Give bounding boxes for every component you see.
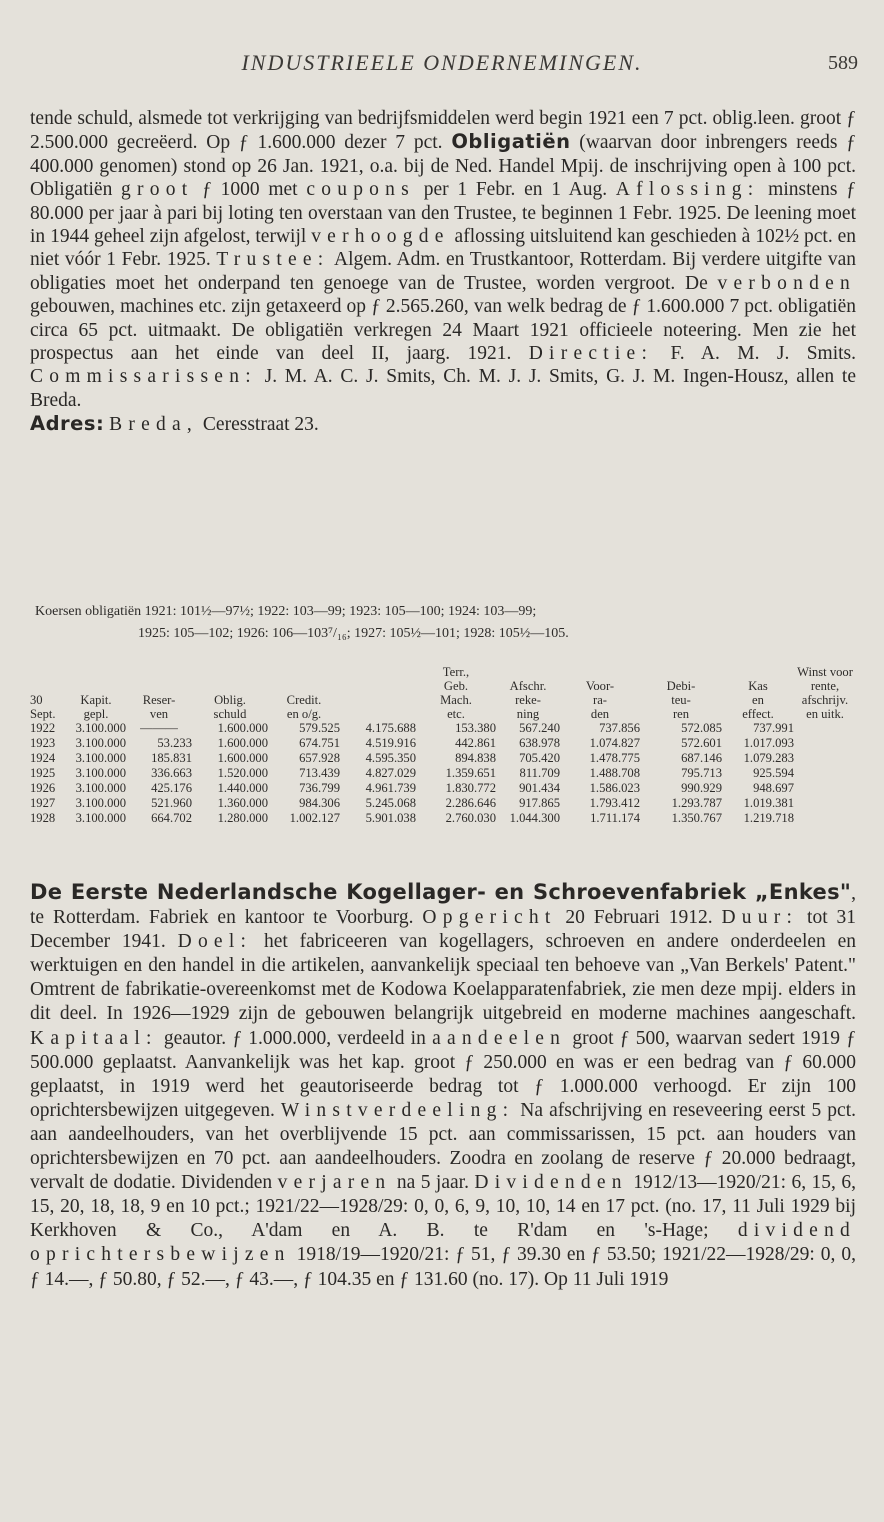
table-header-cell: ra- (593, 693, 607, 707)
address-label: Adres: (30, 412, 105, 436)
address-city: Breda, (109, 414, 199, 436)
text-run: F. A. M. J. Smits. (653, 343, 857, 365)
table-row (30, 721, 856, 736)
table-header-cell: Sept. (30, 707, 56, 721)
table-header-cell: den (590, 707, 610, 721)
table-header-cell: en uitk. (806, 707, 844, 721)
company-name: De Eerste Nederlandsche Kogellager- en Schroevenfabriek „Enkes" (30, 880, 852, 904)
table-header-cell: afschrijv. (801, 693, 849, 707)
table-cell: 579.525 (299, 721, 340, 735)
table-cell: 5.245.068 (365, 796, 416, 810)
table-cell: 336.663 (151, 766, 192, 780)
table-cell: 3.100.000 (75, 781, 126, 795)
table-header-cell: Kapit. (80, 693, 112, 707)
table-cell: 795.713 (681, 766, 722, 780)
table-cell: 1.520.000 (217, 766, 268, 780)
table-cell: 713.439 (299, 766, 340, 780)
spaced-term: Trustee: (216, 249, 330, 271)
spaced-term: groot (121, 179, 194, 201)
table-header-cell: Afschr. (509, 679, 547, 693)
table-header-cell: Reser- (142, 693, 176, 707)
table-cell: 4.519.916 (365, 736, 416, 750)
table-cell: 3.100.000 (75, 721, 126, 735)
table-header-cell: ren (672, 707, 690, 721)
enterprise-entry-continued (30, 107, 856, 437)
spaced-term: Kapitaal: (30, 1027, 158, 1049)
spaced-term: Duur: (721, 907, 799, 929)
text-run: 20 Februari 1912. (556, 907, 722, 929)
table-cell: 572.601 (681, 736, 722, 750)
table-header-row (30, 693, 856, 707)
table-header-cell: Winst voor (797, 665, 853, 679)
table-cell: 185.831 (151, 751, 192, 765)
table-header-cell: effect. (742, 707, 774, 721)
text-run: Na afschrijving en reseveering eerst 5 pct. aan aandeelhouders, van het overblijvende 15 pct. aan commissarissen, 15 pct. aan houders van oprichtersbewijzen en 70 pct. aan aandeelhouders. Zoodra en zoolang de reserve ƒ 20.000 bedraagt, vervalt de dodatie. Dividenden (30, 1099, 857, 1194)
table-cell: 894.838 (455, 751, 496, 765)
entry-paragraph (30, 107, 856, 412)
table-cell: 1.711.174 (590, 811, 640, 825)
table-cell: 3.100.000 (75, 736, 126, 750)
table-cell: 948.697 (753, 781, 794, 795)
text-run: 1912/13—1920/21: 6, 15, 6, 15, 20, 18, 18, 9 en 10 pct.; 1921/22—1928/29: 0, 0, 6, 9, 10, 10, 14 en 17 pct. (no. 17, 11 Juli 1929 bij Kerkhoven & Co., A'dam en A. B. te R'dam en 's-Hage; (30, 1172, 856, 1242)
table-header-cell: Voor- (585, 679, 615, 693)
table-cell: 901.434 (519, 781, 560, 795)
table-cell: 153.380 (455, 721, 496, 735)
table-header-row (30, 679, 856, 693)
table-header-cell: Geb. (443, 679, 469, 693)
table-header-cell: Terr., (442, 665, 470, 679)
table-header-cell (496, 665, 560, 679)
spaced-term: dividend oprichtersbewijzen (30, 1220, 856, 1266)
text-run: minstens ƒ 80.000 per jaar à pari bij loting ten overstaan van den Trustee, te beginnen 1 Febr. 1925. De leening moet in 1944 geheel zijn afgelost, terwijl (30, 179, 856, 248)
table-cell: 1.600.000 (217, 721, 268, 735)
table-row (30, 811, 856, 826)
table-cell: 5.901.038 (365, 811, 416, 825)
table-cell: 1.793.412 (589, 796, 640, 810)
table-cell: 736.799 (299, 781, 340, 795)
table-header-cell: en o/g. (286, 707, 322, 721)
table-cell: 638.978 (519, 736, 560, 750)
year-cell: 1928 (30, 811, 56, 825)
spaced-term: Directie: (528, 343, 654, 365)
table-cell: 1.600.000 (217, 736, 268, 750)
text-run: aflossing uitsluitend kan geschieden à 102½ pct. en niet vóór 1 Febr. 1925. (30, 226, 856, 271)
table-header-cell (340, 679, 416, 693)
table-cell: ——— (140, 721, 178, 735)
table-cell: 984.306 (299, 796, 340, 810)
table-cell: 425.176 (151, 781, 192, 795)
text-run: tot 31 December 1941. (30, 907, 856, 953)
table-cell: 1.293.787 (671, 796, 722, 810)
table-cell: 4.961.739 (365, 781, 416, 795)
table-header-cell (268, 679, 340, 693)
table-cell: 3.100.000 (75, 796, 126, 810)
text-run: per 1 Febr. en 1 Aug. (415, 179, 616, 201)
table-cell: 1.830.772 (445, 781, 496, 795)
table-cell: 1.017.093 (743, 736, 794, 750)
spaced-term: verhoogde (311, 226, 450, 248)
table-header-cell (340, 707, 416, 721)
text-run: na 5 jaar. (391, 1172, 475, 1194)
table-cell: 1.488.708 (589, 766, 640, 780)
text-run: , te Rotterdam. Fabriek en kantoor te Voorburg. (30, 883, 856, 929)
table-cell: 572.085 (681, 721, 722, 735)
table-cell: 674.751 (299, 736, 340, 750)
text-run: het fabriceeren van kogellagers, schroeven en andere onderdeelen en werktuigen en den handel in die artikelen, aanvankelijk speciaal ten behoeve van „Van Berkels' Patent." Omtrent de fabrikatie-overeenkomst met de Kodowa Koelapparatenfabriek, zie men deze mpij. elders in dit deel. In 1926—1929 zijn de gebouwen belangrijk uitgebreid en moderne machines aangeschaft. (30, 931, 856, 1025)
table-cell: 737.991 (753, 721, 794, 735)
year-cell: 1926 (30, 781, 56, 795)
table-row (30, 781, 856, 796)
text-run: gebouwen, machines etc. zijn getaxeerd op ƒ 2.565.260, van welk bedrag de ƒ 1.600.000 7 pct. obligatiën circa 65 pct. uitmaakt. De obligatiën verkregen 24 Maart 1921 officieele noteering. Men zie het prospectus aan het einde van deel II, jaarg. 1921. (30, 296, 856, 365)
table-header-cell: Debi- (666, 679, 696, 693)
text-run: ƒ 1000 met (193, 179, 307, 201)
table-header-cell (126, 679, 192, 693)
table-cell: 1.280.000 (217, 811, 268, 825)
table-cell: 1.440.000 (217, 781, 268, 795)
table-cell: 521.960 (151, 796, 192, 810)
entry-paragraph (30, 880, 856, 1292)
address-street: Ceresstraat 23. (198, 414, 319, 436)
table-header-cell: ning (516, 707, 540, 721)
text-run: Algem. Adm. en Trustkantoor, Rotterdam. Bij verdere uitgifte van obligaties moet het onderpand ten genoege van de Trustee, worden vergroot. De (30, 249, 856, 294)
spaced-term: Winstverdeeling: (280, 1099, 515, 1121)
table-row (30, 766, 856, 781)
table-header (30, 665, 856, 721)
table-header-cell: teu- (671, 693, 691, 707)
table-row (30, 736, 856, 751)
table-cell: 1.350.767 (671, 811, 722, 825)
table-cell: 1.044.300 (509, 811, 560, 825)
spaced-term: Doel: (177, 931, 253, 953)
table-header-cell: ven (149, 707, 169, 721)
year-cell: 1923 (30, 736, 56, 750)
table-cell: 4.595.350 (365, 751, 416, 765)
table-cell: 3.100.000 (75, 811, 126, 825)
table-cell: 1.219.718 (743, 811, 794, 825)
table-cell: 925.594 (753, 766, 794, 780)
table-header-cell (560, 665, 640, 679)
table-cell: 1.002.127 (289, 811, 340, 825)
table-cell: 53.233 (157, 736, 192, 750)
table-cell: 442.861 (455, 736, 496, 750)
table-header-cell (192, 679, 268, 693)
text-run: groot ƒ 500, waarvan sedert 1919 ƒ 500.000 geplaatst. Aanvankelijk was het kap. groot ƒ 250.000 en was er een bedrag van ƒ 60.000 geplaatst, in 1919 werd het geautoriseerde bedrag tot ƒ 1.000.000 verhoogd. Er zijn 100 oprichtersbewijzen uitgegeven. (30, 1027, 856, 1121)
spaced-term: verjaren (277, 1172, 392, 1194)
table-cell: 1.586.023 (589, 781, 640, 795)
table-cell: 657.928 (299, 751, 340, 765)
year-cell: 1925 (30, 766, 56, 780)
table-header-cell (722, 665, 794, 679)
enkes-company-entry (30, 880, 856, 1292)
bond-prices-line-2: 1925: 105—102; 1926: 106—103⁷/₁₆; 1927: 105½—101; 1928: 105½—105. (138, 626, 569, 641)
table-header-cell (268, 665, 340, 679)
text-run: geautor. ƒ 1.000.000, verdeeld in (157, 1027, 433, 1049)
table-body (30, 721, 856, 826)
table-header-cell (30, 679, 66, 693)
table-cell: 1.019.381 (743, 796, 794, 810)
table-cell: 705.420 (519, 751, 560, 765)
table-header-cell: reke- (515, 693, 541, 707)
spaced-term: Opgericht (422, 907, 557, 929)
table-header-cell: Mach. (440, 693, 472, 707)
spaced-term: verbonden (717, 272, 856, 294)
table-cell: 811.709 (519, 766, 560, 780)
page-number: 589 (828, 52, 858, 74)
table-cell: 1.074.827 (589, 736, 640, 750)
table-header-cell: en (752, 693, 764, 707)
page-header-title: INDUSTRIEELE ONDERNEMINGEN. (241, 50, 643, 75)
table-header-cell (66, 679, 126, 693)
table-header-cell: schuld (213, 707, 247, 721)
running-head (0, 50, 884, 84)
year-cell: 1922 (30, 721, 56, 735)
table-header-cell: gepl. (83, 707, 109, 721)
spaced-term: coupons (306, 179, 415, 201)
table-cell: 990.929 (681, 781, 722, 795)
table-cell: 4.827.029 (365, 766, 416, 780)
table-cell: 2.760.030 (445, 811, 496, 825)
table-header-cell: Credit. (286, 693, 322, 707)
table-header-cell: Oblig. (214, 693, 246, 707)
table-cell: 3.100.000 (75, 751, 126, 765)
text-run: J. M. A. C. J. Smits, Ch. M. J. J. Smits, G. J. M. Ingen-Housz, allen te Breda. (30, 366, 856, 411)
table-header-row (30, 665, 856, 679)
spaced-term: aandeelen (432, 1027, 567, 1049)
table-cell: 1.600.000 (217, 751, 268, 765)
table-cell: 4.175.688 (365, 721, 416, 735)
text-run: tende schuld, alsmede tot verkrijging van bedrijfsmiddelen werd begin 1921 een 7 pct. oblig.leen. groot ƒ 2.500.000 gecreëerd. Op ƒ 1.600.000 dezer 7 pct. (30, 108, 856, 154)
financial-table (30, 665, 856, 826)
table-header-cell (126, 665, 192, 679)
text-run: (waarvan door inbrengers reeds ƒ 400.000 genomen) stond op 26 Jan. 1921, o.a. bij de Ned. Handel Mpij. de inschrijving open à 100 pct. Obligatiën (30, 132, 856, 201)
table-cell: 567.240 (519, 721, 560, 735)
table-cell: 2.286.646 (445, 796, 496, 810)
table-row (30, 751, 856, 766)
spaced-term: Dividenden (474, 1172, 628, 1194)
table-header-cell (30, 665, 66, 679)
table-cell: 917.865 (519, 796, 560, 810)
address-line (30, 412, 856, 436)
table-header-cell: etc. (447, 707, 465, 721)
table-cell: 687.146 (681, 751, 722, 765)
keyword-obligatien: Obligatiën (451, 130, 571, 154)
table-header-cell: rente, (810, 679, 840, 693)
table-cell: 1.478.775 (589, 751, 640, 765)
table-cell: 1.360.000 (217, 796, 268, 810)
table-cell: 1.359.651 (445, 766, 496, 780)
table-cell: 664.702 (151, 811, 192, 825)
table-cell: 3.100.000 (75, 766, 126, 780)
year-cell: 1927 (30, 796, 56, 810)
table-header-cell (340, 665, 416, 679)
table-row (30, 796, 856, 811)
table-header-cell (192, 665, 268, 679)
table-cell: 737.856 (599, 721, 640, 735)
spaced-term: Aflossing: (615, 179, 760, 201)
table-cell: 1.079.283 (743, 751, 794, 765)
year-cell: 1924 (30, 751, 56, 765)
table-header-cell (340, 693, 416, 707)
bond-prices (35, 601, 855, 645)
bond-prices-line-1: Koersen obligatiën 1921: 101½—97½; 1922: 103—99; 1923: 105—100; 1924: 103—99; (35, 604, 537, 619)
table-header-cell: 30 (30, 693, 43, 707)
table-header-cell (640, 665, 722, 679)
text-run: 1918/19—1920/21: ƒ 51, ƒ 39.30 en ƒ 53.50; 1921/22—1928/29: 0, 0, ƒ 14.—, ƒ 50.80, ƒ 52.—, ƒ 43.—, ƒ 104.35 en ƒ 131.60 (no. 17). Op 11 Juli 1919 (30, 1244, 856, 1290)
table-header-row (30, 707, 856, 721)
table-header-cell (66, 665, 126, 679)
table-header-cell: Kas (748, 679, 768, 693)
spaced-term: Commissarissen: (30, 366, 257, 388)
